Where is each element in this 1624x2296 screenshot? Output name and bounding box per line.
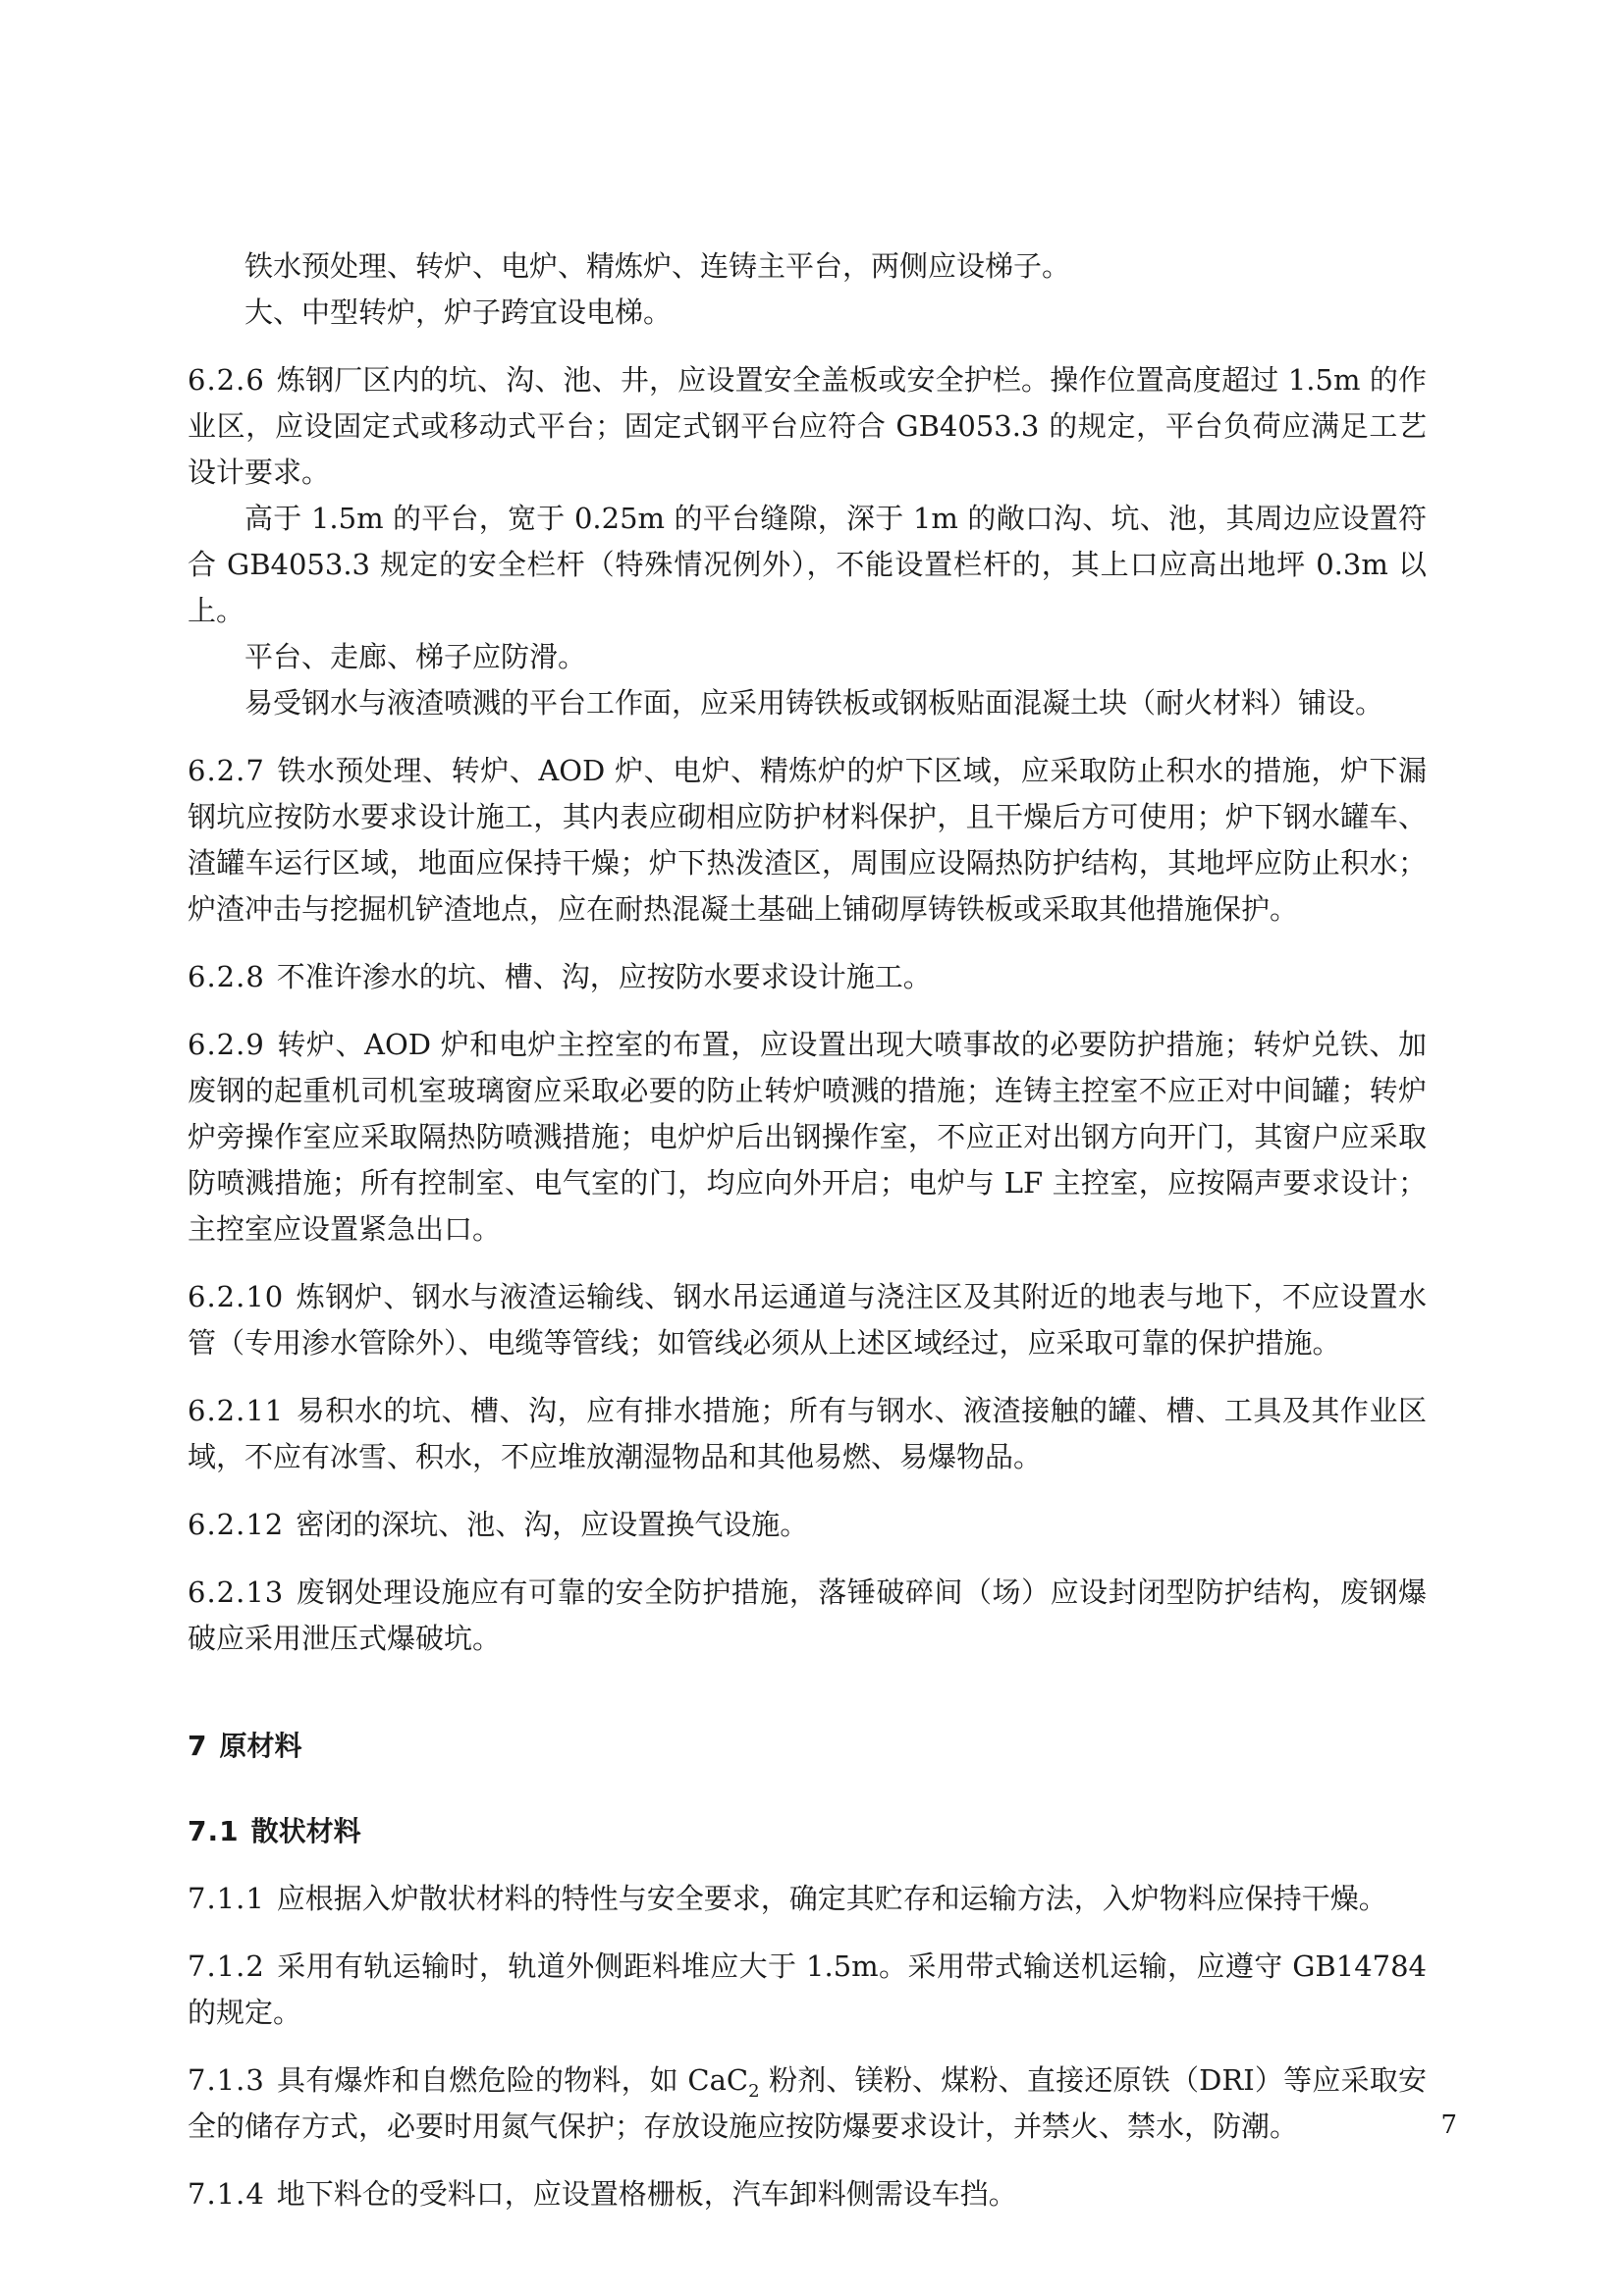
clause-text: 不准许渗水的坑、槽、沟，应按防水要求设计施工。 [276, 960, 932, 993]
clause-6-2-11 [188, 1388, 1427, 1480]
clause-6-2-6-railings: 高于 1.5m 的平台，宽于 0.25m 的平台缝隙，深于 1m 的敞口沟、坑、池，其周边应设置符合 GB4053.3 规定的安全栏杆（特殊情况例外），不能设置栏杆的，其上口应高出地坪 0.3m 以上。 [188, 502, 1427, 627]
clause-7-1-3 [188, 2057, 1427, 2150]
clause-text: 废钢处理设施应有可靠的安全防护措施，落锤破碎间（场）应设封闭型防护结构，废钢爆破应采用泄压式爆破坑。 [188, 1575, 1427, 1655]
clause-text: 铁水预处理、转炉、AOD 炉、电炉、精炼炉的炉下区域，应采取防止积水的措施，炉下漏钢坑应按防水要求设计施工，其内表应砌相应防护材料保护，且干燥后方可使用；炉下钢水罐车、渣罐车运行区域，地面应保持干燥；炉下热泼渣区，周围应设隔热防护结构，其地坪应防止积水；炉渣冲击与挖掘机铲渣地点，应在耐热混凝土基础上铺砌厚铸铁板或采取其他措施保护。 [188, 754, 1427, 926]
clause-number: 6.2.8 [188, 960, 265, 993]
clause-number: 6.2.12 [188, 1508, 285, 1541]
paragraph-ladders: 铁水预处理、转炉、电炉、精炼炉、连铸主平台，两侧应设梯子。 [244, 249, 1071, 283]
clause-6-2-12 [188, 1502, 1427, 1548]
clause-number: 7.1.4 [188, 2177, 265, 2211]
chapter-heading [188, 1723, 1427, 1769]
clause-text: 地下料仓的受料口，应设置格栅板，汽车卸料侧需设车挡。 [276, 2177, 1017, 2211]
page-number: 7 [1440, 2110, 1457, 2140]
clause-text: 转炉、AOD 炉和电炉主控室的布置，应设置出现大喷事故的必要防护措施；转炉兑铁、加废钢的起重机司机室玻璃窗应采取必要的防止转炉喷溅的措施；连铸主控室不应正对中间罐；转炉炉旁操作室应采取隔热防喷溅措施；电炉炉后出钢操作室，不应正对出钢方向开门，其窗户应采取防喷溅措施；所有控制室、电气室的门，均应向外开启；电炉与 LF 主控室，应按隔声要求设计；主控室应设置紧急出口。 [188, 1028, 1427, 1246]
chapter-title: 原材料 [219, 1730, 302, 1762]
section-heading [188, 1808, 1427, 1854]
clause-number: 6.2.13 [188, 1575, 285, 1609]
clause-number: 7.1.2 [188, 1949, 265, 1983]
clause-text-pre: 具有爆炸和自燃危险的物料，如 CaC [276, 2063, 749, 2097]
clause-text: 炼钢厂区内的坑、沟、池、井，应设置安全盖板或安全护栏。操作位置高度超过 1.5m 的作业区，应设固定式或移动式平台；固定式钢平台应符合 GB4053.3 的规定，平台负荷应满足工艺设计要求。 [188, 363, 1427, 489]
clause-6-2-6-antislip: 平台、走廊、梯子应防滑。 [244, 640, 587, 673]
document-body [188, 243, 1427, 2217]
clause-text-post: 粉剂、镁粉、煤粉、直接还原铁（DRI）等应采取安全的储存方式，必要时用氮气保护；存放设施应按防爆要求设计，并禁火、禁水，防潮。 [188, 2063, 1427, 2143]
clause-number: 7.1.3 [188, 2063, 265, 2097]
paragraph-elevator: 大、中型转炉，炉子跨宜设电梯。 [244, 295, 673, 329]
clause-number: 6.2.9 [188, 1028, 265, 1061]
section-number: 7.1 [188, 1815, 240, 1847]
clause-number: 6.2.7 [188, 754, 265, 787]
clause-number: 7.1.1 [188, 1882, 265, 1915]
clause-6-2-6-surface: 易受钢水与液渣喷溅的平台工作面，应采用铸铁板或钢板贴面混凝土块（耐火材料）铺设。 [244, 686, 1384, 720]
clause-text: 易积水的坑、槽、沟，应有排水措施；所有与钢水、液渣接触的罐、槽、工具及其作业区域，不应有冰雪、积水，不应堆放潮湿物品和其他易燃、易爆物品。 [188, 1394, 1427, 1473]
clause-text: 密闭的深坑、池、沟，应设置换气设施。 [296, 1508, 809, 1541]
chapter-number: 7 [188, 1730, 208, 1762]
clause-number: 6.2.6 [188, 363, 265, 397]
clause-text: 应根据入炉散状材料的特性与安全要求，确定其贮存和运输方法，入炉物料应保持干燥。 [276, 1882, 1387, 1915]
clause-7-1-1 [188, 1876, 1427, 1922]
clause-6-2-10 [188, 1274, 1427, 1366]
clause-6-2-13 [188, 1570, 1427, 1662]
clause-6-2-7 [188, 748, 1427, 933]
clause-6-2-8 [188, 954, 1427, 1000]
clause-7-1-2 [188, 1944, 1427, 2036]
clause-6-2-9 [188, 1022, 1427, 1253]
clause-text: 炼钢炉、钢水与液渣运输线、钢水吊运通道与浇注区及其附近的地表与地下，不应设置水管（专用渗水管除外）、电缆等管线；如管线必须从上述区域经过，应采取可靠的保护措施。 [188, 1280, 1427, 1360]
section-title: 散状材料 [250, 1815, 361, 1847]
clause-number: 6.2.11 [188, 1394, 285, 1427]
clause-number: 6.2.10 [188, 1280, 285, 1313]
clause-text: 采用有轨运输时，轨道外侧距料堆应大于 1.5m。采用带式输送机运输，应遵守 GB14784 的规定。 [188, 1949, 1427, 2029]
clause-6-2-6 [188, 357, 1427, 496]
subscript: 2 [748, 2080, 760, 2102]
clause-7-1-4 [188, 2171, 1427, 2217]
